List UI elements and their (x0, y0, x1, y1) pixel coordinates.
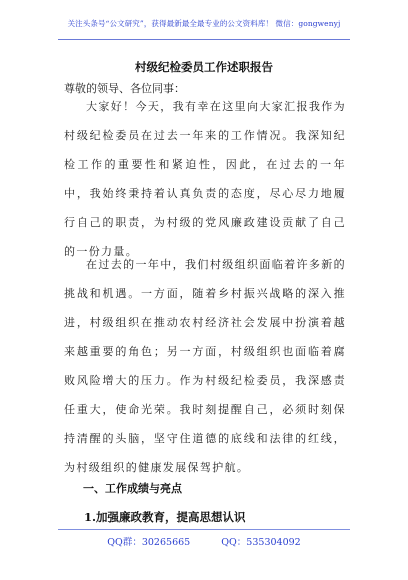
paragraph-challenges: 在过去的一年中，我们村级组织面临着许多新的挑战和机遇。一方面，随着乡村振兴战略的深入推进，村级组织在推动农村经济社会发展中扮演着越来越重要的角色；另一方面，村级组织也面临着腐败风险增大的压力。作为村级纪检委员，我深感责任重大，使命光荣。我时刻提醒自己，必须时刻保持清醒的头脑，坚守住道德的底线和法律的红线，为村级组织的健康发展保驾护航。 (64, 258, 346, 474)
salutation: 尊敬的领导、各位同事： (64, 82, 185, 95)
section-heading: 一、工作成绩与亮点 (83, 482, 182, 495)
paragraph-greeting: 大家好！今天，我有幸在这里向大家汇报我作为村级纪检委员在过去一年来的工作情况。我深知纪检工作的重要性和紧迫性，因此，在过去的一年中，我始终秉持着认真负责的态度，尽心尽力地履行自己的职责，为村级的党风廉政建设贡献了自己的一份力量。 (64, 100, 346, 258)
footer-divider (58, 529, 350, 530)
header-divider (58, 39, 350, 40)
footer-qq-number: QQ：535304092 (221, 537, 301, 548)
sub-heading: 1.加强廉政教育，提高思想认识 (84, 510, 246, 524)
document-title: 村级纪检委员工作述职报告 (135, 60, 273, 74)
header-promo-note: 关注头条号“公文研究”，获得最新最全最专业的公文资料库！ 微信：gongwenyj (67, 19, 341, 28)
footer-contact (0, 534, 408, 548)
footer-qq-group: QQ群：30265665 (107, 537, 191, 548)
